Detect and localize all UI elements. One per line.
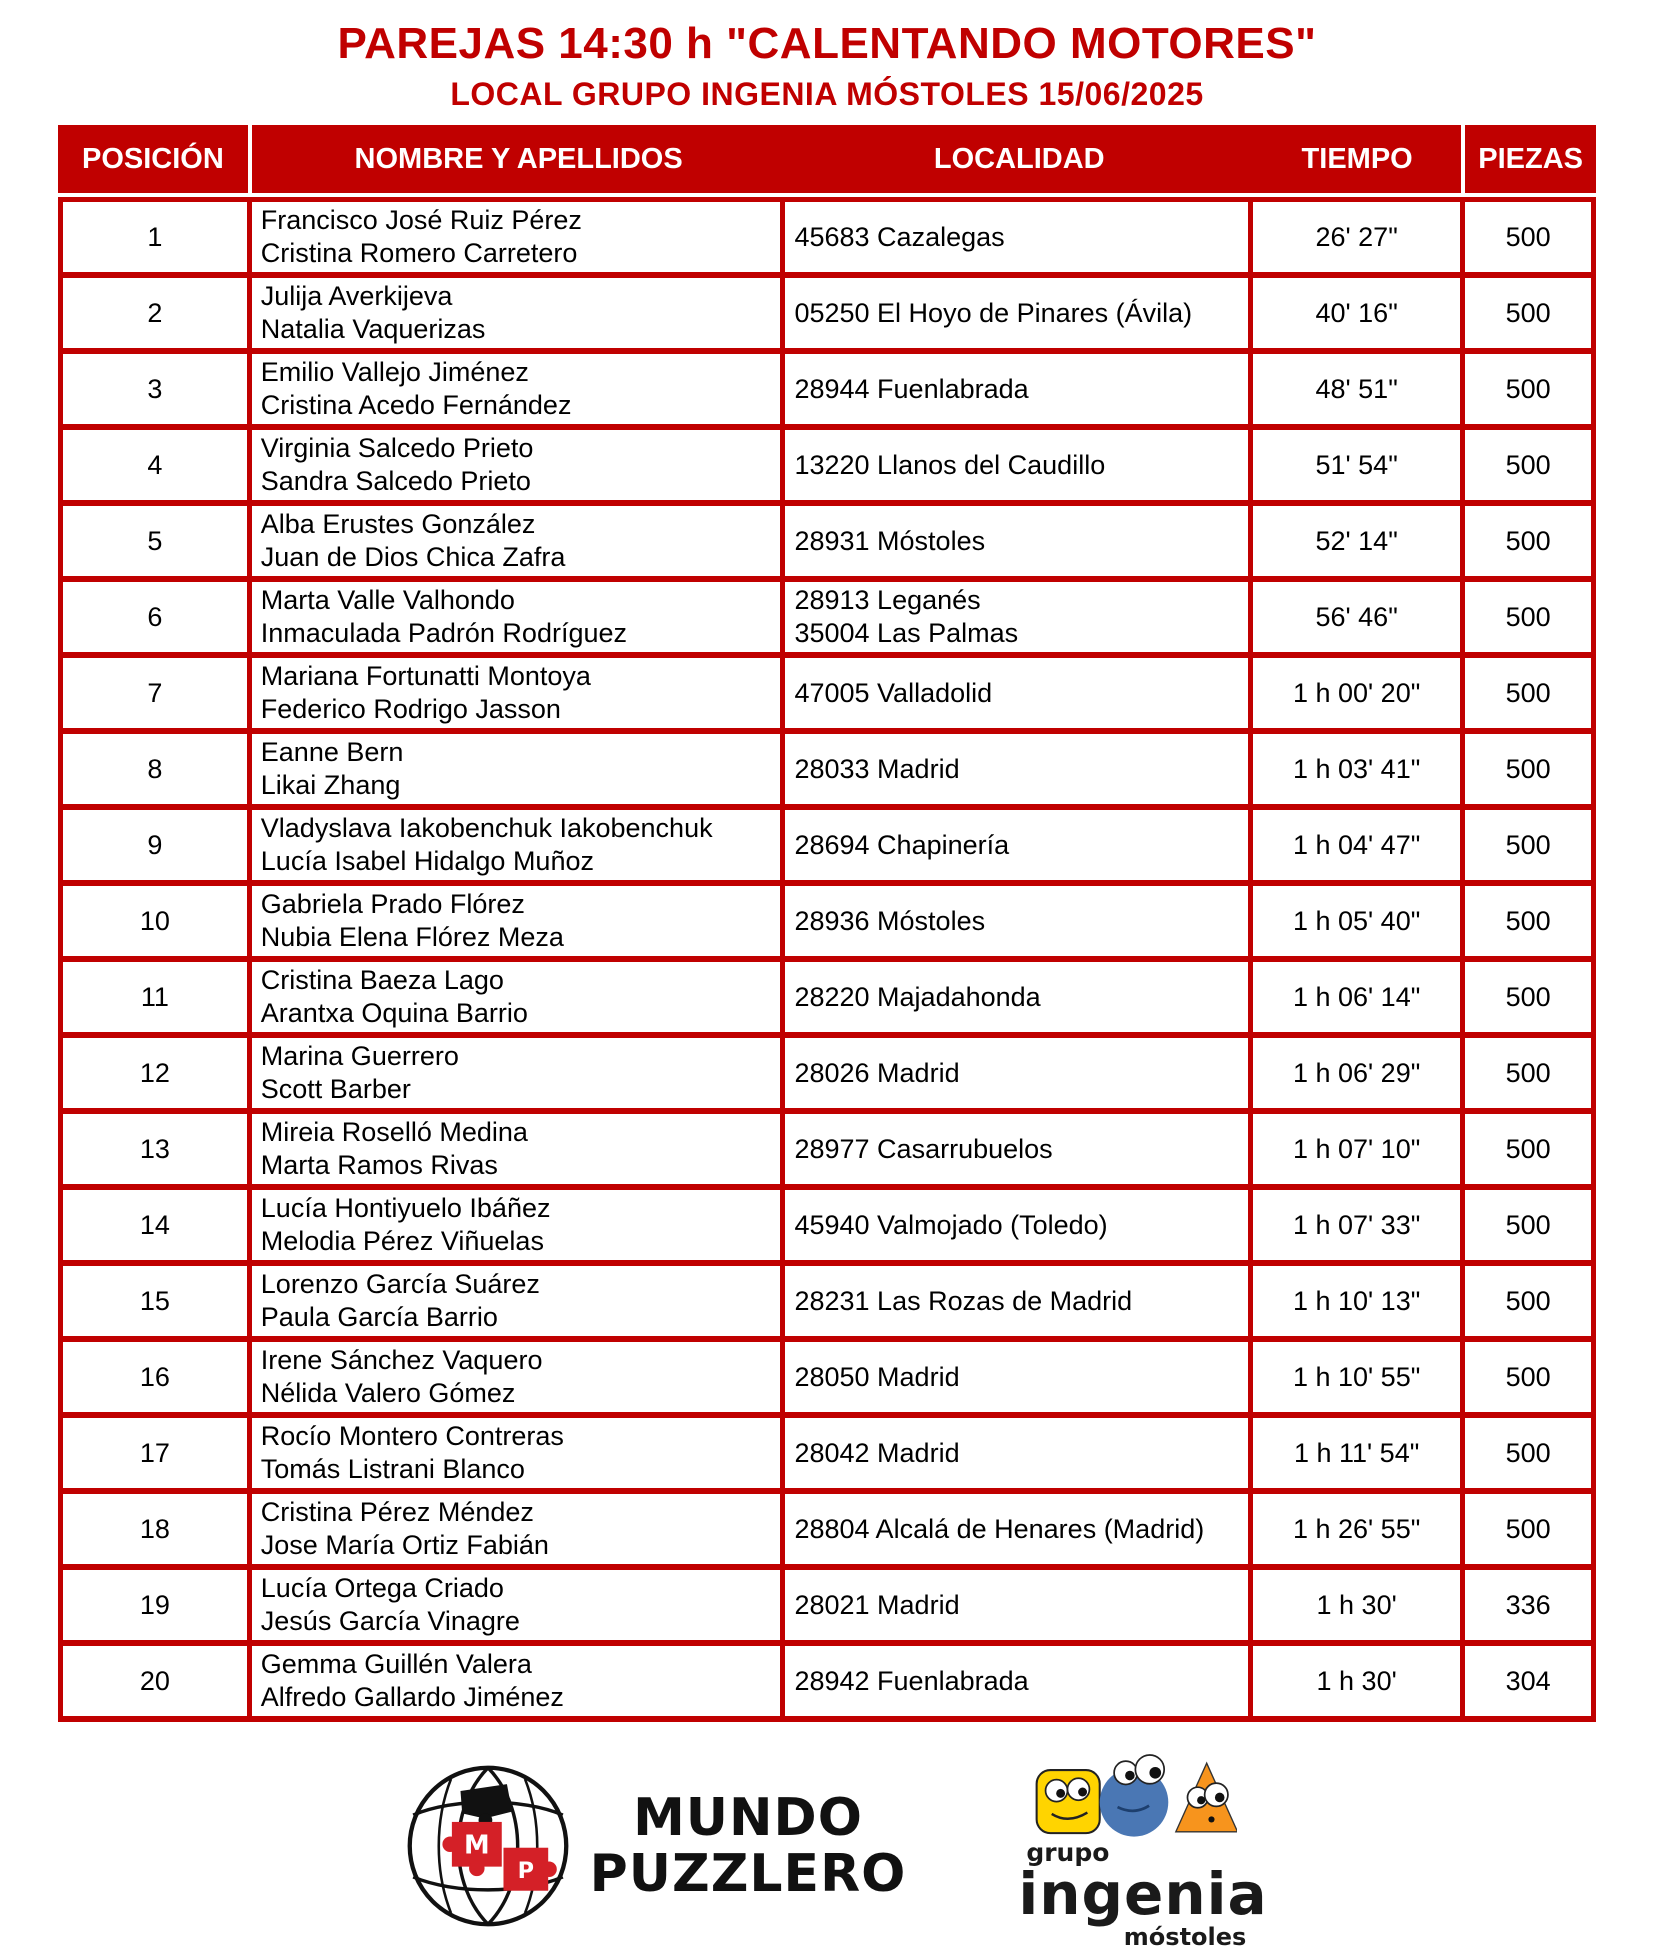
tiempo-cell: 1 h 06' 29" <box>1253 1038 1465 1114</box>
tiempo-cell: 1 h 30' <box>1253 1570 1465 1646</box>
footer-logos <box>0 1744 1654 1951</box>
localidad-cell: 28913 Leganés 35004 Las Palmas <box>785 582 1253 658</box>
tiempo-cell: 52' 14" <box>1253 506 1465 582</box>
names-cell: Cristina Baeza Lago Arantxa Oquina Barrio <box>252 962 786 1038</box>
table-header <box>58 125 1596 197</box>
tiempo-cell: 1 h 00' 20" <box>1253 658 1465 734</box>
piezas-cell: 500 <box>1465 278 1596 354</box>
names-cell: Lucía Hontiyuelo Ibáñez Melodia Pérez Viñuelas <box>252 1190 786 1266</box>
position-cell: 6 <box>58 582 252 658</box>
table-row <box>58 810 1596 886</box>
table-row <box>58 354 1596 430</box>
position-cell: 1 <box>58 197 252 278</box>
tiempo-cell: 1 h 26' 55" <box>1253 1494 1465 1570</box>
piezas-cell: 500 <box>1465 582 1596 658</box>
localidad-cell: 28021 Madrid <box>785 1570 1253 1646</box>
localidad-cell: 47005 Valladolid <box>785 658 1253 734</box>
position-cell: 13 <box>58 1114 252 1190</box>
table-row <box>58 1038 1596 1114</box>
table-row <box>58 278 1596 354</box>
names-cell: Lorenzo García Suárez Paula García Barrio <box>252 1266 786 1342</box>
localidad-cell: 28220 Majadahonda <box>785 962 1253 1038</box>
position-cell: 20 <box>58 1646 252 1722</box>
results-table <box>58 125 1596 1722</box>
position-cell: 16 <box>58 1342 252 1418</box>
position-cell: 5 <box>58 506 252 582</box>
position-cell: 14 <box>58 1190 252 1266</box>
piezas-cell: 336 <box>1465 1570 1596 1646</box>
piezas-cell: 500 <box>1465 810 1596 886</box>
position-cell: 11 <box>58 962 252 1038</box>
localidad-cell: 28042 Madrid <box>785 1418 1253 1494</box>
mostoles-label: móstoles <box>1123 1922 1247 1951</box>
monogram-p: P <box>517 1858 534 1885</box>
localidad-cell: 05250 El Hoyo de Pinares (Ávila) <box>785 278 1253 354</box>
table-row <box>58 962 1596 1038</box>
table-row <box>58 1266 1596 1342</box>
names-cell: Irene Sánchez Vaquero Nélida Valero Gómez <box>252 1342 786 1418</box>
table-row <box>58 658 1596 734</box>
table-row <box>58 886 1596 962</box>
piezas-cell: 500 <box>1465 1494 1596 1570</box>
col-header-nombre: NOMBRE Y APELLIDOS <box>252 125 786 197</box>
table-row <box>58 1494 1596 1570</box>
grupo-label: grupo <box>1026 1838 1110 1868</box>
piezas-cell: 500 <box>1465 1342 1596 1418</box>
table-row <box>58 1114 1596 1190</box>
table-row <box>58 734 1596 810</box>
position-cell: 9 <box>58 810 252 886</box>
piezas-cell: 500 <box>1465 962 1596 1038</box>
col-header-tiempo: TIEMPO <box>1253 125 1465 197</box>
puzzlero-line: PUZZLERO <box>589 1844 907 1905</box>
grupo-ingenia-logo <box>1016 1744 1268 1951</box>
table-row <box>58 430 1596 506</box>
names-cell: Virginia Salcedo Prieto Sandra Salcedo Prieto <box>252 430 786 506</box>
mundo-puzzlero-logo <box>402 1760 907 1932</box>
piezas-cell: 500 <box>1465 430 1596 506</box>
piezas-cell: 500 <box>1465 658 1596 734</box>
position-cell: 3 <box>58 354 252 430</box>
localidad-cell: 28942 Fuenlabrada <box>785 1646 1253 1722</box>
mundo-puzzlero-wordmark <box>589 1788 907 1905</box>
tiempo-cell: 56' 46" <box>1253 582 1465 658</box>
piezas-cell: 500 <box>1465 1190 1596 1266</box>
position-cell: 10 <box>58 886 252 962</box>
monogram-m: M <box>463 1831 490 1862</box>
page-title: PAREJAS 14:30 h "CALENTANDO MOTORES" <box>337 19 1317 68</box>
names-cell: Gemma Guillén Valera Alfredo Gallardo Jiménez <box>252 1646 786 1722</box>
piezas-cell: 500 <box>1465 506 1596 582</box>
table-body <box>58 197 1596 1722</box>
tiempo-cell: 1 h 11' 54" <box>1253 1418 1465 1494</box>
localidad-cell: 28231 Las Rozas de Madrid <box>785 1266 1253 1342</box>
tiempo-cell: 1 h 07' 33" <box>1253 1190 1465 1266</box>
table-row <box>58 506 1596 582</box>
table-row <box>58 1646 1596 1722</box>
table-row <box>58 1190 1596 1266</box>
localidad-cell: 13220 Llanos del Caudillo <box>785 430 1253 506</box>
ingenia-wordmark: ingenia <box>1018 1860 1268 1929</box>
tiempo-cell: 1 h 10' 55" <box>1253 1342 1465 1418</box>
piezas-cell: 500 <box>1465 1418 1596 1494</box>
names-cell: Marina Guerrero Scott Barber <box>252 1038 786 1114</box>
localidad-cell: 28931 Móstoles <box>785 506 1253 582</box>
table-row <box>58 582 1596 658</box>
col-header-posicion: POSICIÓN <box>58 125 252 197</box>
tiempo-cell: 1 h 04' 47" <box>1253 810 1465 886</box>
position-cell: 2 <box>58 278 252 354</box>
page-subtitle: LOCAL GRUPO INGENIA MÓSTOLES 15/06/2025 <box>450 76 1204 113</box>
title-block <box>0 0 1654 113</box>
position-cell: 17 <box>58 1418 252 1494</box>
names-cell: Eanne Bern Likai Zhang <box>252 734 786 810</box>
names-cell: Gabriela Prado Flórez Nubia Elena Flórez Meza <box>252 886 786 962</box>
names-cell: Cristina Pérez Méndez Jose María Ortiz Fabián <box>252 1494 786 1570</box>
names-cell: Lucía Ortega Criado Jesús García Vinagre <box>252 1570 786 1646</box>
localidad-cell: 28033 Madrid <box>785 734 1253 810</box>
localidad-cell: 28026 Madrid <box>785 1038 1253 1114</box>
names-cell: Vladyslava Iakobenchuk Iakobenchuk Lucía Isabel Hidalgo Muñoz <box>252 810 786 886</box>
piezas-cell: 500 <box>1465 886 1596 962</box>
names-cell: Rocío Montero Contreras Tomás Listrani Blanco <box>252 1418 786 1494</box>
localidad-cell: 28977 Casarrubuelos <box>785 1114 1253 1190</box>
results-table-wrap <box>58 125 1596 1722</box>
names-cell: Francisco José Ruiz Pérez Cristina Romero Carretero <box>252 197 786 278</box>
localidad-cell: 28804 Alcalá de Henares (Madrid) <box>785 1494 1253 1570</box>
tiempo-cell: 1 h 05' 40" <box>1253 886 1465 962</box>
tiempo-cell: 48' 51" <box>1253 354 1465 430</box>
piezas-cell: 500 <box>1465 354 1596 430</box>
tiempo-cell: 1 h 30' <box>1253 1646 1465 1722</box>
position-cell: 4 <box>58 430 252 506</box>
localidad-cell: 28050 Madrid <box>785 1342 1253 1418</box>
position-cell: 18 <box>58 1494 252 1570</box>
names-cell: Mariana Fortunatti Montoya Federico Rodrigo Jasson <box>252 658 786 734</box>
tiempo-cell: 26' 27" <box>1253 197 1465 278</box>
puzzle-globe-icon <box>402 1760 574 1932</box>
names-cell: Emilio Vallejo Jiménez Cristina Acedo Fernández <box>252 354 786 430</box>
tiempo-cell: 40' 16" <box>1253 278 1465 354</box>
names-cell: Alba Erustes González Juan de Dios Chica Zafra <box>252 506 786 582</box>
localidad-cell: 28936 Móstoles <box>785 886 1253 962</box>
ingenia-shapes-icon <box>1031 1744 1237 1840</box>
piezas-cell: 500 <box>1465 197 1596 278</box>
table-row <box>58 197 1596 278</box>
table-row <box>58 1342 1596 1418</box>
tiempo-cell: 51' 54" <box>1253 430 1465 506</box>
localidad-cell: 45940 Valmojado (Toledo) <box>785 1190 1253 1266</box>
piezas-cell: 500 <box>1465 734 1596 810</box>
mundo-line: MUNDO <box>633 1788 863 1849</box>
position-cell: 8 <box>58 734 252 810</box>
names-cell: Marta Valle Valhondo Inmaculada Padrón Rodríguez <box>252 582 786 658</box>
tiempo-cell: 1 h 10' 13" <box>1253 1266 1465 1342</box>
piezas-cell: 500 <box>1465 1038 1596 1114</box>
names-cell: Julija Averkijeva Natalia Vaquerizas <box>252 278 786 354</box>
localidad-cell: 28944 Fuenlabrada <box>785 354 1253 430</box>
localidad-cell: 28694 Chapinería <box>785 810 1253 886</box>
piezas-cell: 304 <box>1465 1646 1596 1722</box>
localidad-cell: 45683 Cazalegas <box>785 197 1253 278</box>
position-cell: 19 <box>58 1570 252 1646</box>
position-cell: 7 <box>58 658 252 734</box>
tiempo-cell: 1 h 07' 10" <box>1253 1114 1465 1190</box>
col-header-piezas: PIEZAS <box>1465 125 1596 197</box>
names-cell: Mireia Roselló Medina Marta Ramos Rivas <box>252 1114 786 1190</box>
tiempo-cell: 1 h 06' 14" <box>1253 962 1465 1038</box>
col-header-localidad: LOCALIDAD <box>785 125 1253 197</box>
piezas-cell: 500 <box>1465 1266 1596 1342</box>
piezas-cell: 500 <box>1465 1114 1596 1190</box>
position-cell: 15 <box>58 1266 252 1342</box>
tiempo-cell: 1 h 03' 41" <box>1253 734 1465 810</box>
position-cell: 12 <box>58 1038 252 1114</box>
table-row <box>58 1570 1596 1646</box>
table-row <box>58 1418 1596 1494</box>
